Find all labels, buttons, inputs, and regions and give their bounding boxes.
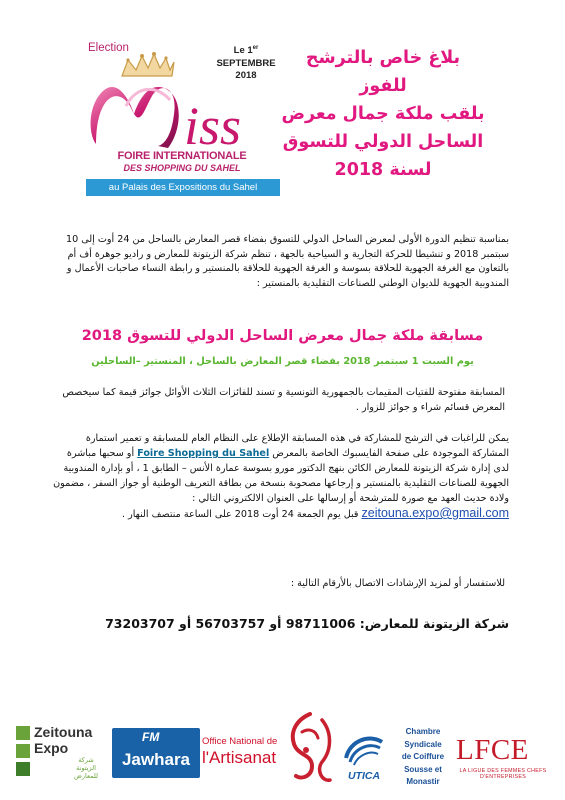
logo-square <box>16 762 30 776</box>
title-line: لسنة 2018 <box>334 160 432 180</box>
title-line: الساحل الدولي للتسوق <box>282 132 484 152</box>
calligraphy-logo-icon <box>282 710 338 790</box>
jawhara-fm-logo <box>112 728 200 778</box>
facebook-page-link[interactable]: Foire Shopping du Sahel <box>137 448 270 459</box>
zeitouna-expo-logo <box>16 726 104 786</box>
foire-subtitle: DES SHOPPING DU SAHEL <box>123 163 241 173</box>
date-suffix: er <box>252 45 259 51</box>
artisanat-logo <box>202 736 280 780</box>
artisanat-line1: Office National de <box>202 736 278 747</box>
zeitouna-name: Zeitouna <box>34 724 93 740</box>
logo-square <box>16 744 30 758</box>
zeitouna-arabic: شركة الزيتونة للمعارض <box>73 756 98 780</box>
election-label: Election <box>88 42 129 54</box>
chambre-line: Chambre Syndicale <box>404 727 442 749</box>
contest-heading: مسابقة ملكة جمال معرض الساحل الدولي للتسوق 2018 <box>81 328 484 344</box>
lfce-subtitle: LA LIGUE DES FEMMES CHEFS D'ENTREPRISES <box>459 768 547 780</box>
chambre-line: de Coiffure <box>401 752 445 761</box>
contact-intro: للاستفسار أو لمزيد الإرشادات الاتصال بالأرقام التالية : <box>290 578 505 589</box>
intro-paragraph: بمناسبة تنظيم الدورة الأولى لمعرض الساحل الدولي للتسوق بفضاء قصر المعارض بالساحل من 24 أوت إلى 10 سبتمبر 2018 و تنشيطا للحركة التجارية و السياحية بالجهة ، تنظم شركة الزيتونة للمعارض و راديو جوهرة أف أم بالتعاون مع الغرفة الجهوية للحلاقة بسوسة و الغرفة الجهوية للحلاقة بالمنستير و رابطة النساء صاحبات الأعمال و المندوبية الجهوية للديوان الوطني للصناعات التقليدية بالمنستير : <box>65 234 509 289</box>
date-month: SEPTEMBRE <box>216 57 276 69</box>
logo-square <box>16 726 30 740</box>
title-line: للفوز <box>359 76 407 96</box>
jawhara-fm: FM <box>142 730 160 744</box>
announcement-title <box>263 44 503 184</box>
miss-wordmark <box>86 74 278 152</box>
chambre-coiffure-logo <box>388 726 458 786</box>
registration-paragraph <box>53 431 509 522</box>
eligibility-paragraph: المسابقة مفتوحة للفتيات المقيمات بالجمهورية التونسية و تسند للفائزات الثلاث الأوائل جوائز قيمة كما سيخصص المعرض قسائم شراء و جوائز للزوار . <box>62 387 505 413</box>
email-link[interactable]: zeitouna.expo@gmail.com <box>361 506 509 520</box>
palais-banner: au Palais des Expositions du Sahel <box>86 179 280 196</box>
phone-numbers: شركة الزيتونة للمعارض: 98711006 أو 56703757 أو 73203707 <box>105 616 509 631</box>
contest-date-location: يوم السبت 1 سبتمبر 2018 بفضاء قصر المعارض بالساحل ، المنستير –الساحلين <box>91 356 474 367</box>
zeitouna-expo: Expo <box>34 740 69 756</box>
miss-foire-logo <box>68 28 288 200</box>
registration-text: يمكن للراغبات في الترشح للمشاركة في هذه المسابقة الإطلاع على النظام العام للمسابقة و تعمير استمارة المشاركة الموجودة على صفحة الفايسبوك الخاصة بالمعرض <box>85 433 509 459</box>
svg-text:iss: iss <box>184 96 242 152</box>
date-day: Le 1 <box>233 45 253 57</box>
registration-text: أو سحبها مباشرة لدى إدارة شركة الزيتونة للمعارض الكائن بنهج الدكتور مورو بسوسة عمارة الأنس – الطابق 1 ، أو بإدارة المندوبية الجهوية للصناعات التقليدية بالمنستير و إرجاعها مصحوبة بنسخة من بطاقة التعريف الوطنية أو جواز السفر ، مضمون ولادة حديث العهد مع صورة للمترشحة أو إرسالها على العنوان الالكتروني التالي : <box>53 448 509 504</box>
deadline-text: قبل يوم الجمعة 24 أوت 2018 على الساعة منتصف النهار . <box>122 509 359 520</box>
date-year: 2018 <box>235 70 257 82</box>
utica-label: UTICA <box>347 770 381 782</box>
title-line: بلاغ خاص بالترشح <box>305 48 461 68</box>
chambre-line: Sousse et Monastir <box>404 764 442 786</box>
sponsor-logos <box>0 696 565 796</box>
foire-title: FOIRE INTERNATIONALE <box>117 150 247 162</box>
lfce-letters: LFCE <box>456 734 529 766</box>
jawhara-name: Jawhara <box>121 750 191 769</box>
utica-emblem-icon <box>340 728 388 768</box>
lfce-logo <box>452 722 552 788</box>
artisanat-line2: l'Artisanat <box>202 748 277 767</box>
utica-logo <box>340 728 388 788</box>
title-line: بلقب ملكة جمال معرض <box>281 104 485 124</box>
